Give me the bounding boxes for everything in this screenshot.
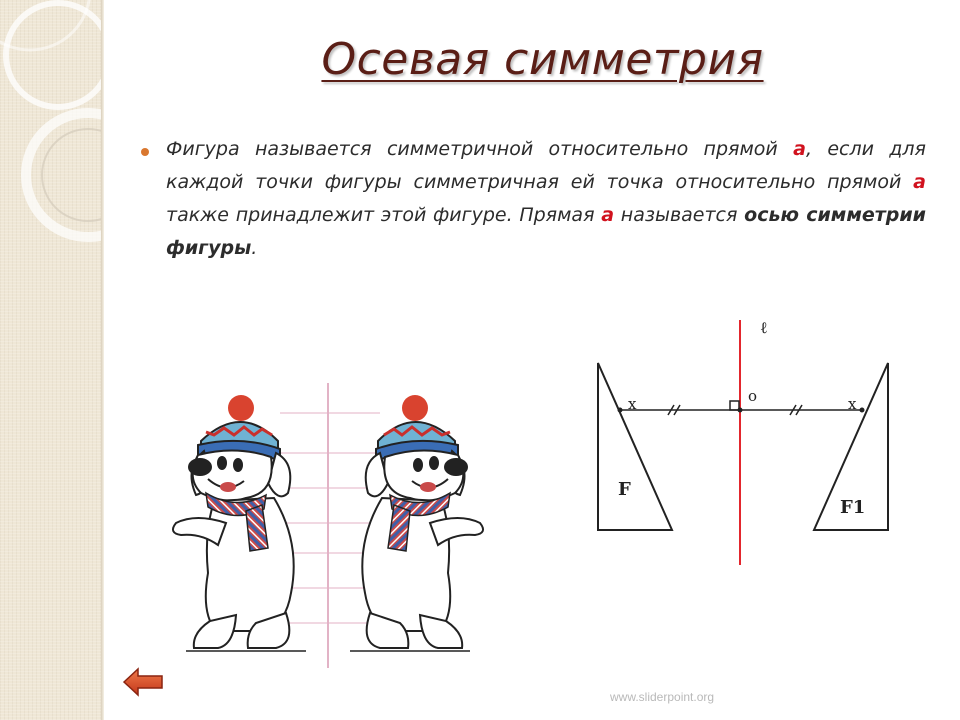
- left-arrow-icon[interactable]: [122, 667, 164, 697]
- point-x-right-dot: [860, 408, 865, 413]
- axial-symmetry-diagram: [590, 315, 900, 575]
- para-text-4: называется: [614, 204, 745, 226]
- point-x-left-label: x: [628, 395, 637, 413]
- para-text-5: .: [251, 237, 258, 259]
- side-band-edge: [101, 0, 104, 720]
- axis-label: ℓ: [760, 318, 768, 337]
- para-text-1: Фигура называется симметричной относительно прямой: [166, 138, 794, 160]
- figure-f-triangle: [598, 363, 672, 530]
- symmetry-axis-term: осью симметрии фигуры: [166, 204, 926, 259]
- para-text-3: также принадлежит этой фигуре. Прямая: [166, 204, 602, 226]
- dog-left: [173, 395, 306, 651]
- line-a-label-1: а: [793, 138, 806, 160]
- slide-title: Осевая симметрия: [321, 34, 764, 85]
- decorative-circles-icon: [0, 0, 104, 720]
- symmetric-dogs-illustration: [140, 383, 505, 668]
- point-x-right-label: x: [848, 395, 857, 413]
- para-text-2: , если для каждой точки фигуры симметричная ей точка относительно прямой: [166, 138, 926, 193]
- point-o-dot: [738, 408, 743, 413]
- right-angle-marker: [730, 401, 739, 410]
- line-a-label-3: а: [601, 204, 615, 226]
- decorative-side-band: [0, 0, 104, 720]
- bullet-dot: [141, 148, 149, 156]
- point-o-label: o: [748, 387, 758, 405]
- figure-f-label: F: [618, 479, 631, 500]
- line-a-label-2: а: [913, 171, 926, 193]
- footer-source: www.sliderpoint.org: [610, 690, 715, 704]
- dog-right: [350, 395, 483, 651]
- definition-paragraph: [166, 133, 926, 265]
- figure-f1-label: F1: [840, 497, 866, 518]
